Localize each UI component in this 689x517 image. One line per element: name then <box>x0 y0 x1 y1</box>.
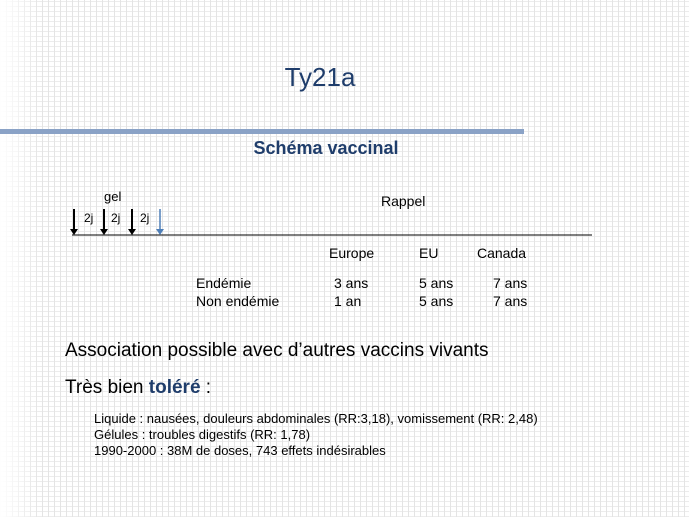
interval-label: 2j <box>84 211 94 225</box>
column-header-canada: Canada <box>477 245 527 261</box>
dose-arrow-final <box>156 209 164 235</box>
table-cell: 5 ans <box>419 293 454 309</box>
tolerance-suffix: : <box>200 377 212 398</box>
rappel-label: Rappel <box>381 193 426 209</box>
dose-arrow-3 <box>128 209 136 235</box>
slide-title: Ty21a <box>284 62 356 92</box>
tolerance-heading <box>65 377 211 399</box>
interval-label: 2j <box>111 211 121 225</box>
row-label-non-endemie: Non endémie <box>196 293 280 309</box>
column-header-eu: EU <box>419 245 439 261</box>
tolerance-detail: 1990-2000 : 38M de doses, 743 effets indésirables <box>94 443 386 458</box>
dose-arrow-2 <box>100 209 108 235</box>
table-cell: 7 ans <box>493 293 528 309</box>
table-cell: 7 ans <box>493 275 528 291</box>
interval-label: 2j <box>140 211 150 225</box>
dose-arrow-1 <box>70 209 78 235</box>
tolerance-emphasis: toléré <box>148 377 201 398</box>
title-underline-rule <box>0 129 524 134</box>
association-note: Association possible avec d’autres vaccins vivants <box>65 340 489 361</box>
table-cell: 1 an <box>334 293 362 309</box>
slide-subtitle: Schéma vaccinal <box>253 138 399 158</box>
tolerance-prefix: Très bien <box>65 377 149 398</box>
column-header-europe: Europe <box>329 245 375 261</box>
table-cell: 3 ans <box>334 275 369 291</box>
gel-label: gel <box>104 189 122 204</box>
tolerance-detail: Gélules : troubles digestifs (RR: 1,78) <box>94 427 311 442</box>
table-cell: 5 ans <box>419 275 454 291</box>
row-label-endemie: Endémie <box>196 275 252 291</box>
tolerance-detail: Liquide : nausées, douleurs abdominales (RR:3,18), vomissement (RR: 2,48) <box>94 411 538 426</box>
